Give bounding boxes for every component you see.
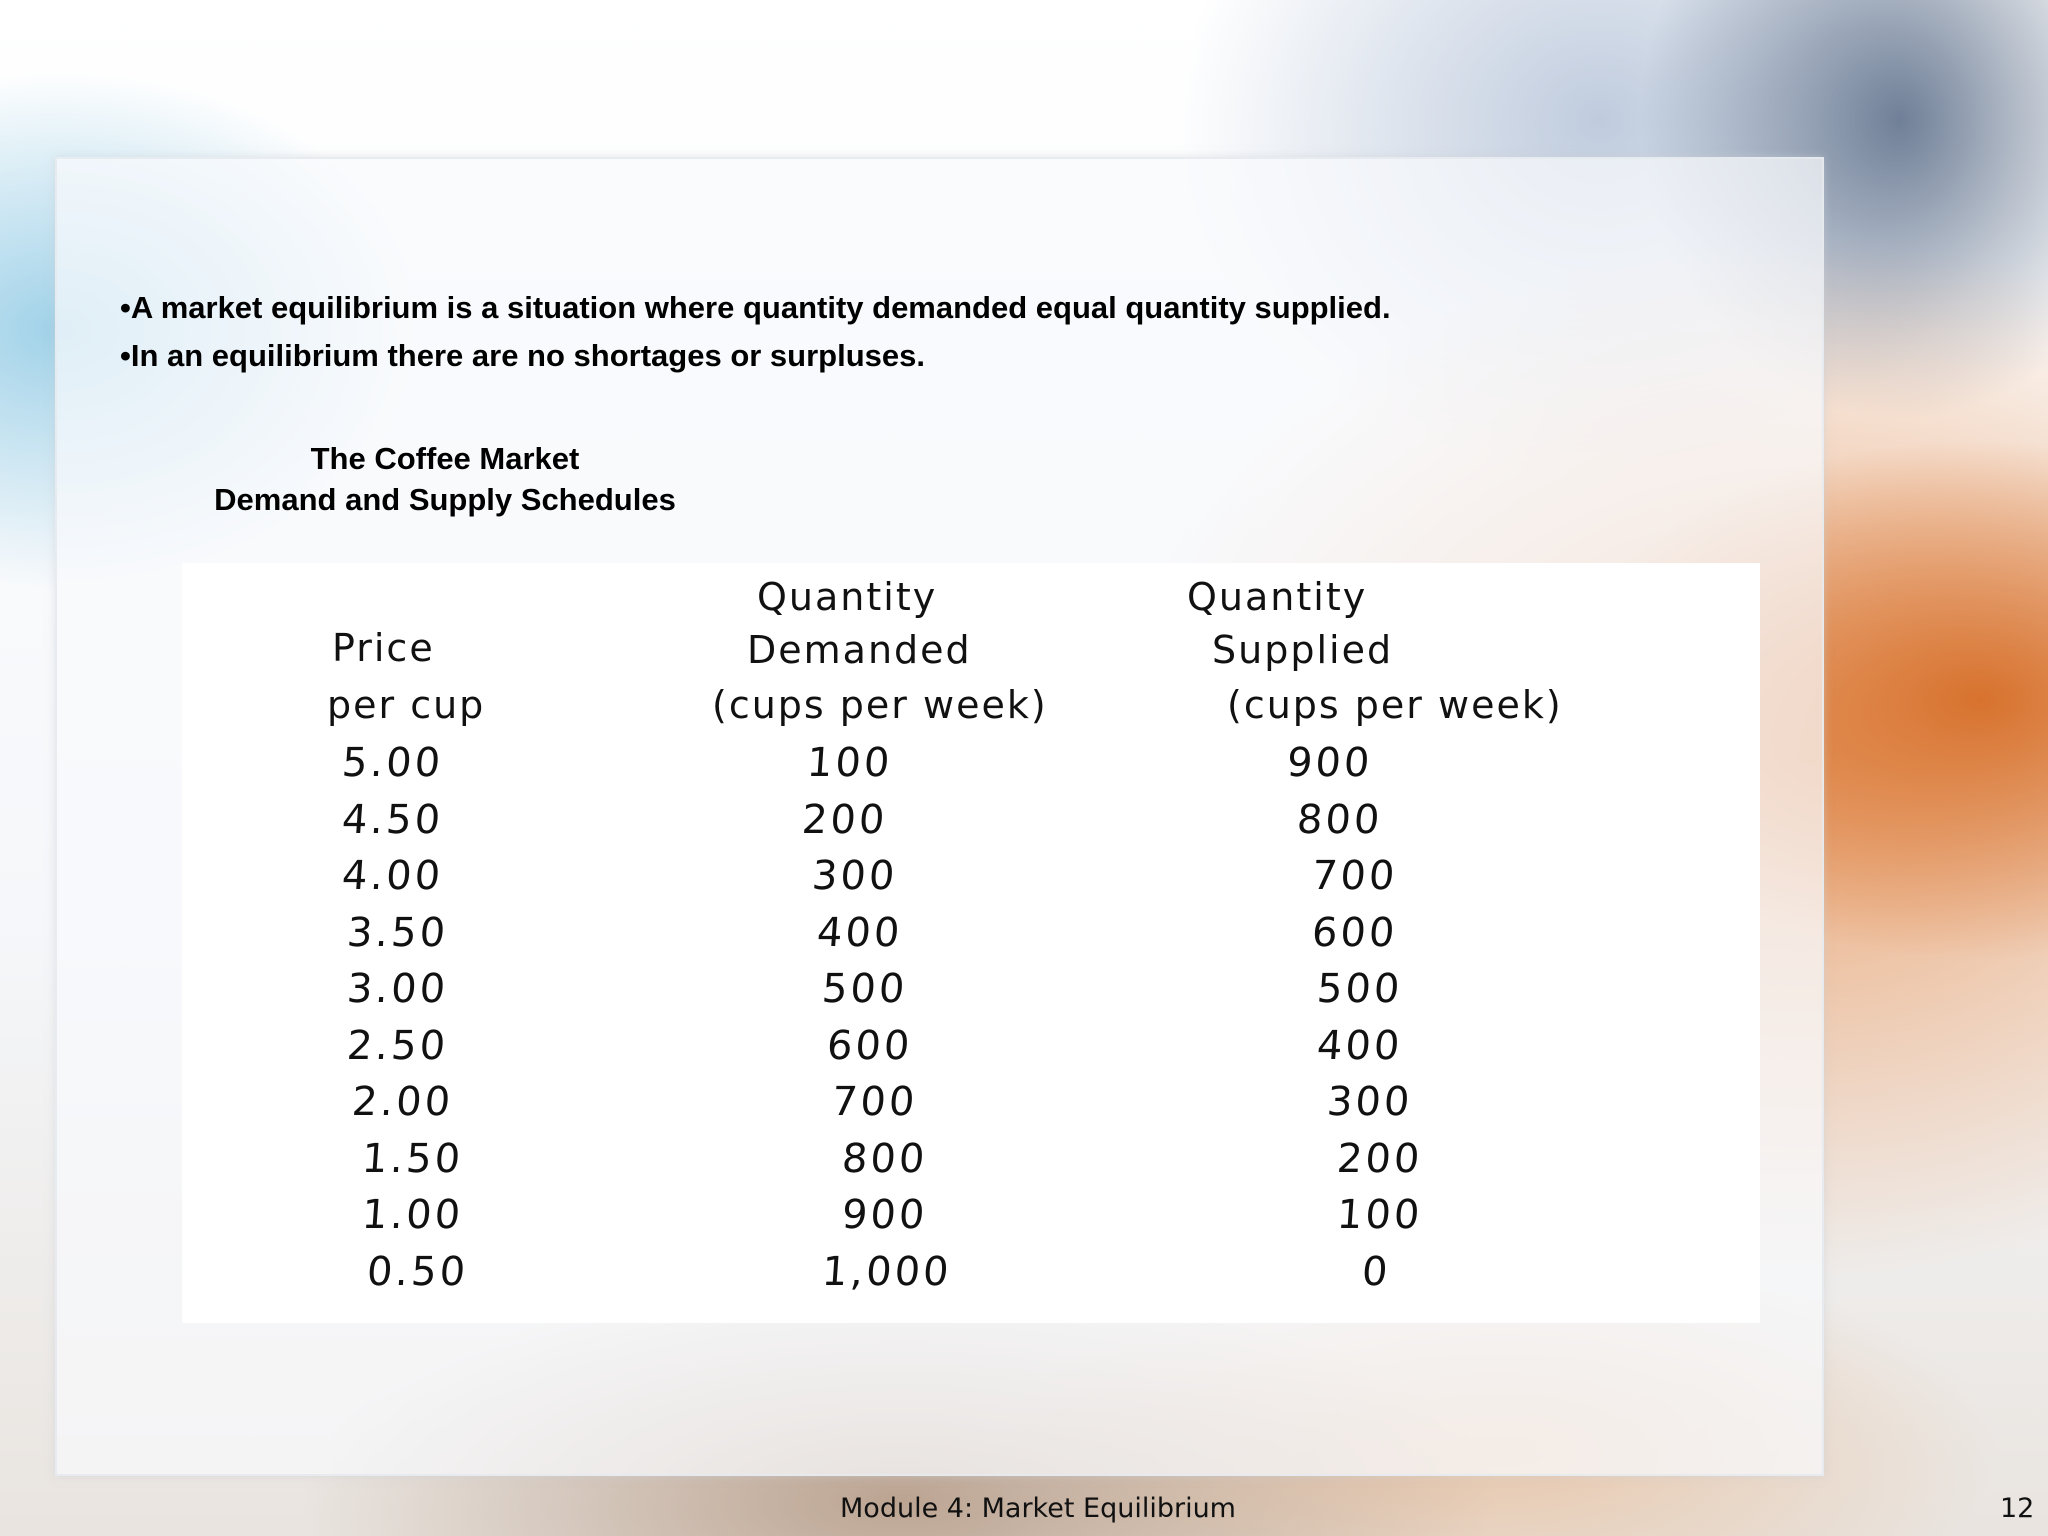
header-supplied-line3: (cups per week) bbox=[1227, 683, 1563, 727]
table-cell-demanded: 800 bbox=[840, 1136, 929, 1182]
table-cell-demanded: 600 bbox=[825, 1023, 914, 1069]
table-cell-price: 4.00 bbox=[340, 853, 445, 899]
table-cell-price: 3.00 bbox=[345, 966, 450, 1012]
table-cell-demanded: 900 bbox=[840, 1192, 929, 1238]
table-cell-price: 1.00 bbox=[360, 1192, 465, 1238]
table-cell-demanded: 100 bbox=[805, 740, 894, 786]
table-cell-demanded: 1,000 bbox=[820, 1249, 954, 1295]
table-cell-price: 4.50 bbox=[340, 797, 445, 843]
table-cell-demanded: 500 bbox=[820, 966, 909, 1012]
table-cell-demanded: 700 bbox=[830, 1079, 919, 1125]
header-price-line2: per cup bbox=[327, 683, 486, 727]
header-supplied-line2: Supplied bbox=[1212, 628, 1394, 672]
table-cell-demanded: 400 bbox=[815, 910, 904, 956]
table-cell-supplied: 900 bbox=[1285, 740, 1374, 786]
table-cell-supplied: 0 bbox=[1360, 1249, 1393, 1295]
table-cell-price: 1.50 bbox=[360, 1136, 465, 1182]
table-cell-supplied: 600 bbox=[1310, 910, 1399, 956]
table-cell-supplied: 400 bbox=[1315, 1023, 1404, 1069]
table-cell-supplied: 300 bbox=[1325, 1079, 1414, 1125]
bullet-item: •A market equilibrium is a situation where quantity demanded equal quantity supplied. bbox=[120, 290, 1391, 325]
table-cell-price: 3.50 bbox=[345, 910, 450, 956]
table-cell-demanded: 200 bbox=[800, 797, 889, 843]
table-cell-supplied: 800 bbox=[1295, 797, 1384, 843]
table-title-line: The Coffee Market bbox=[310, 441, 580, 476]
table-cell-price: 2.50 bbox=[345, 1023, 450, 1069]
bullet-list bbox=[120, 284, 1391, 380]
table-title bbox=[180, 438, 710, 520]
table-cell-supplied: 700 bbox=[1310, 853, 1399, 899]
footer-module-title: Module 4: Market Equilibrium bbox=[840, 1493, 1236, 1524]
header-price-line1: Price bbox=[332, 626, 435, 670]
header-supplied-line1: Quantity bbox=[1187, 575, 1368, 619]
table-cell-supplied: 500 bbox=[1315, 966, 1404, 1012]
header-demanded-line3: (cups per week) bbox=[712, 683, 1048, 727]
table-cell-supplied: 100 bbox=[1335, 1192, 1424, 1238]
header-demanded-line1: Quantity bbox=[757, 575, 938, 619]
table-cell-price: 5.00 bbox=[340, 740, 445, 786]
header-demanded-line2: Demanded bbox=[747, 628, 972, 672]
table-cell-supplied: 200 bbox=[1335, 1136, 1424, 1182]
schedule-table-image bbox=[182, 563, 1760, 1323]
table-subtitle-line: Demand and Supply Schedules bbox=[214, 482, 676, 517]
table-cell-demanded: 300 bbox=[810, 853, 899, 899]
table-cell-price: 2.00 bbox=[350, 1079, 455, 1125]
bullet-item: •In an equilibrium there are no shortages or surpluses. bbox=[120, 338, 925, 373]
table-cell-price: 0.50 bbox=[365, 1249, 470, 1295]
page-number: 12 bbox=[2000, 1493, 2035, 1524]
